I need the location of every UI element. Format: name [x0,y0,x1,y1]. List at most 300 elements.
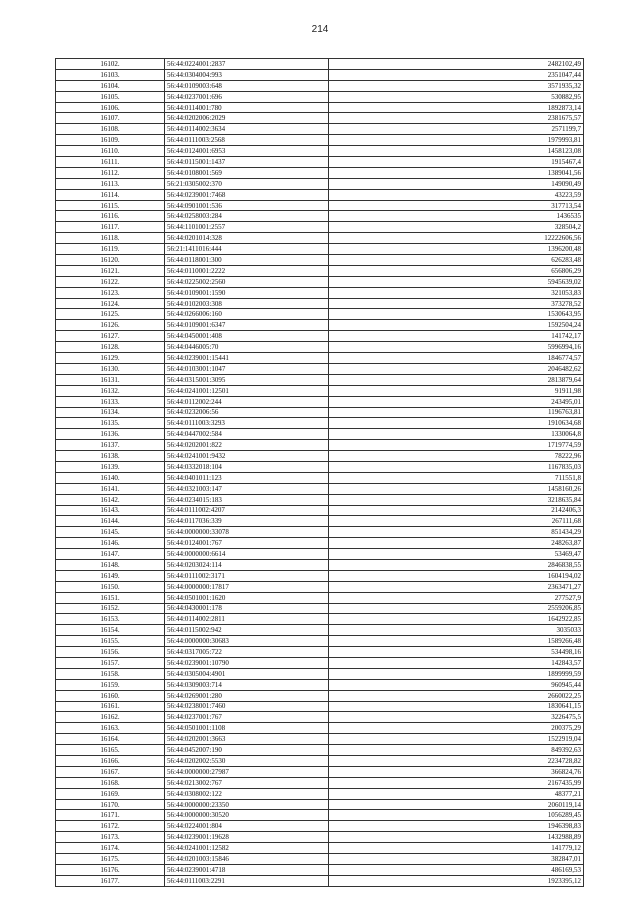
cadastral-value-cell: 373278,52 [329,298,584,309]
row-number-cell: 16118. [56,233,165,244]
row-number-cell: 16116. [56,211,165,222]
row-number-cell: 16107. [56,113,165,124]
cadastral-number-cell: 56:44:0202001:3663 [165,734,329,745]
cadastral-value-cell: 321053,83 [329,287,584,298]
row-number-cell: 16104. [56,80,165,91]
table-row [56,516,584,527]
row-number-cell: 16111. [56,157,165,168]
cadastral-value-cell: 43223,59 [329,189,584,200]
table-row [56,222,584,233]
cadastral-number-cell: 56:44:0450001:408 [165,331,329,342]
row-number-cell: 16138. [56,451,165,462]
cadastral-value-cell: 5996994,16 [329,342,584,353]
cadastral-value-cell: 2813879,64 [329,374,584,385]
cadastral-value-cell: 486169,53 [329,864,584,875]
table-row [56,843,584,854]
cadastral-value-cell: 1642922,85 [329,614,584,625]
row-number-cell: 16164. [56,734,165,745]
cadastral-number-cell: 56:44:0308002:122 [165,788,329,799]
cadastral-value-cell: 1530643,95 [329,309,584,320]
cadastral-number-cell: 56:44:0115001:1437 [165,157,329,168]
cadastral-number-cell: 56:44:0225002:2560 [165,276,329,287]
cadastral-number-cell: 56:44:0000000:30520 [165,810,329,821]
row-number-cell: 16145. [56,527,165,538]
cadastral-number-cell: 56:44:0117036:339 [165,516,329,527]
cadastral-number-cell: 56:44:0258003:284 [165,211,329,222]
cadastral-value-cell: 2167435,99 [329,777,584,788]
cadastral-number-cell: 56:44:0109001:1590 [165,287,329,298]
cadastral-number-cell: 56:44:0000000:17817 [165,581,329,592]
row-number-cell: 16143. [56,505,165,516]
table-row [56,69,584,80]
table-row [56,342,584,353]
row-number-cell: 16125. [56,309,165,320]
cadastral-value-cell: 328504,2 [329,222,584,233]
row-number-cell: 16144. [56,516,165,527]
row-number-cell: 16165. [56,745,165,756]
cadastral-value-cell: 711551,8 [329,472,584,483]
table-row [56,287,584,298]
table-row [56,875,584,886]
row-number-cell: 16170. [56,799,165,810]
cadastral-value-cell: 1892873,14 [329,102,584,113]
table-row [56,690,584,701]
cadastral-value-cell: 2381675,57 [329,113,584,124]
table-row [56,766,584,777]
cadastral-value-table [55,58,584,887]
table-row [56,189,584,200]
cadastral-value-cell: 2046482,62 [329,363,584,374]
cadastral-number-cell: 56:44:0224001:2837 [165,59,329,70]
cadastral-number-cell: 56:44:0269001:280 [165,690,329,701]
cadastral-value-cell: 382847,01 [329,854,584,865]
cadastral-value-cell: 1522919,04 [329,734,584,745]
table-row [56,461,584,472]
table-row [56,788,584,799]
cadastral-number-cell: 56:44:0332018:104 [165,461,329,472]
cadastral-number-cell: 56:44:0309003:714 [165,679,329,690]
table-row [56,832,584,843]
table-row [56,614,584,625]
cadastral-number-cell: 56:44:0237001:696 [165,91,329,102]
table-row [56,200,584,211]
cadastral-value-cell: 91911,98 [329,385,584,396]
table-row [56,440,584,451]
cadastral-number-cell: 56:44:0203024:114 [165,559,329,570]
table-row [56,712,584,723]
table-row [56,538,584,549]
cadastral-number-cell: 56:44:0111002:4207 [165,505,329,516]
page-number: 214 [311,24,329,35]
row-number-cell: 16174. [56,843,165,854]
table-row [56,592,584,603]
cadastral-number-cell: 56:44:0266006:160 [165,309,329,320]
cadastral-number-cell: 56:44:0232006:56 [165,407,329,418]
cadastral-value-cell: 1830641,15 [329,701,584,712]
cadastral-number-cell: 56:44:0241001:12501 [165,385,329,396]
cadastral-value-cell: 1196763,81 [329,407,584,418]
table-row [56,124,584,135]
table-row [56,178,584,189]
row-number-cell: 16154. [56,625,165,636]
cadastral-number-cell: 56:21:0305002:370 [165,178,329,189]
table-row [56,265,584,276]
cadastral-value-cell: 1910634,68 [329,418,584,429]
cadastral-value-cell: 3571935,32 [329,80,584,91]
cadastral-number-cell: 56:44:0111002:3171 [165,570,329,581]
table-row [56,777,584,788]
cadastral-value-cell: 1846774,57 [329,353,584,364]
table-row [56,701,584,712]
cadastral-value-cell: 626283,48 [329,255,584,266]
table-row [56,102,584,113]
row-number-cell: 16124. [56,298,165,309]
cadastral-number-cell: 56:44:0321003:147 [165,483,329,494]
row-number-cell: 16162. [56,712,165,723]
cadastral-value-cell: 2351047,44 [329,69,584,80]
row-number-cell: 16151. [56,592,165,603]
row-number-cell: 16126. [56,320,165,331]
cadastral-number-cell: 56:44:0901001:536 [165,200,329,211]
table-row [56,353,584,364]
row-number-cell: 16136. [56,429,165,440]
row-number-cell: 16175. [56,854,165,865]
row-number-cell: 16160. [56,690,165,701]
cadastral-value-cell: 2234728,82 [329,756,584,767]
cadastral-number-cell: 56:44:0304004:993 [165,69,329,80]
row-number-cell: 16135. [56,418,165,429]
cadastral-value-cell: 2060119,14 [329,799,584,810]
cadastral-value-cell: 5945639,02 [329,276,584,287]
cadastral-value-cell: 277527,9 [329,592,584,603]
table-row [56,255,584,266]
row-number-cell: 16171. [56,810,165,821]
cadastral-value-cell: 248263,87 [329,538,584,549]
cadastral-number-cell: 56:44:0430001:178 [165,603,329,614]
row-number-cell: 16141. [56,483,165,494]
table-row [56,91,584,102]
cadastral-value-cell: 534498,16 [329,647,584,658]
cadastral-number-cell: 56:44:0110001:2222 [165,265,329,276]
cadastral-value-cell: 1719774,59 [329,440,584,451]
table-row [56,472,584,483]
cadastral-value-cell: 1946398,83 [329,821,584,832]
cadastral-number-cell: 56:44:1101001:2557 [165,222,329,233]
cadastral-number-cell: 56:44:0201014:328 [165,233,329,244]
cadastral-number-cell: 56:44:0111003:3293 [165,418,329,429]
cadastral-number-cell: 56:44:0241001:9432 [165,451,329,462]
table-row [56,59,584,70]
table-row [56,418,584,429]
cadastral-number-cell: 56:44:0315001:3095 [165,374,329,385]
table-row [56,80,584,91]
row-number-cell: 16167. [56,766,165,777]
row-number-cell: 16166. [56,756,165,767]
cadastral-value-cell: 78222,96 [329,451,584,462]
table-row [56,331,584,342]
cadastral-number-cell: 56:44:0114001:780 [165,102,329,113]
table-row [56,657,584,668]
cadastral-number-cell: 56:44:0202001:822 [165,440,329,451]
row-number-cell: 16115. [56,200,165,211]
cadastral-number-cell: 56:44:0114002:3634 [165,124,329,135]
table-row [56,494,584,505]
table-row [56,385,584,396]
cadastral-number-cell: 56:44:0239001:7468 [165,189,329,200]
cadastral-number-cell: 56:21:1411016:444 [165,244,329,255]
row-number-cell: 16131. [56,374,165,385]
table-row [56,483,584,494]
cadastral-value-cell: 243495,01 [329,396,584,407]
cadastral-number-cell: 56:44:0446005:70 [165,342,329,353]
row-number-cell: 16103. [56,69,165,80]
cadastral-value-cell: 1389041,56 [329,167,584,178]
table-row [56,396,584,407]
cadastral-value-cell: 1436535 [329,211,584,222]
table-row [56,429,584,440]
cadastral-number-cell: 56:44:0401011:123 [165,472,329,483]
table-row [56,146,584,157]
row-number-cell: 16105. [56,91,165,102]
table-row [56,244,584,255]
row-number-cell: 16172. [56,821,165,832]
cadastral-value-cell: 1458123,08 [329,146,584,157]
table-row [56,756,584,767]
cadastral-value-cell: 2571199,7 [329,124,584,135]
table-row [56,679,584,690]
cadastral-number-cell: 56:44:0103001:1047 [165,363,329,374]
cadastral-value-cell: 2363471,27 [329,581,584,592]
cadastral-value-cell: 267111,68 [329,516,584,527]
cadastral-number-cell: 56:44:0111003:2291 [165,875,329,886]
cadastral-value-cell: 1915467,4 [329,157,584,168]
table-row [56,135,584,146]
cadastral-number-cell: 56:44:0111003:2568 [165,135,329,146]
cadastral-value-cell: 366824,76 [329,766,584,777]
row-number-cell: 16173. [56,832,165,843]
row-number-cell: 16119. [56,244,165,255]
table-row [56,211,584,222]
cadastral-value-cell: 3226475,5 [329,712,584,723]
table-row [56,298,584,309]
cadastral-number-cell: 56:44:0124001:767 [165,538,329,549]
table-row [56,745,584,756]
row-number-cell: 16133. [56,396,165,407]
row-number-cell: 16177. [56,875,165,886]
cadastral-number-cell: 56:44:0115002:942 [165,625,329,636]
row-number-cell: 16152. [56,603,165,614]
cadastral-value-cell: 141779,12 [329,843,584,854]
row-number-cell: 16139. [56,461,165,472]
table-row [56,320,584,331]
cadastral-value-cell: 48377,21 [329,788,584,799]
cadastral-value-cell: 200375,29 [329,723,584,734]
table-row [56,603,584,614]
row-number-cell: 16168. [56,777,165,788]
cadastral-value-cell: 1592504,24 [329,320,584,331]
cadastral-number-cell: 56:44:0239001:4718 [165,864,329,875]
cadastral-number-cell: 56:44:0241001:12582 [165,843,329,854]
cadastral-value-cell: 1604194,02 [329,570,584,581]
row-number-cell: 16163. [56,723,165,734]
cadastral-number-cell: 56:44:0447002:584 [165,429,329,440]
row-number-cell: 16153. [56,614,165,625]
cadastral-number-cell: 56:44:0213002:767 [165,777,329,788]
cadastral-number-cell: 56:44:0239001:10790 [165,657,329,668]
table-row [56,407,584,418]
table-row [56,167,584,178]
cadastral-value-cell: 849392,63 [329,745,584,756]
row-number-cell: 16148. [56,559,165,570]
table-row [56,734,584,745]
row-number-cell: 16157. [56,657,165,668]
row-number-cell: 16120. [56,255,165,266]
cadastral-value-cell: 530882,95 [329,91,584,102]
cadastral-value-cell: 1589266,48 [329,636,584,647]
cadastral-number-cell: 56:44:0501001:1108 [165,723,329,734]
row-number-cell: 16110. [56,146,165,157]
row-number-cell: 16121. [56,265,165,276]
row-number-cell: 16127. [56,331,165,342]
row-number-cell: 16158. [56,668,165,679]
cadastral-value-cell: 1899999,59 [329,668,584,679]
table-row [56,668,584,679]
cadastral-number-cell: 56:44:0000000:6614 [165,549,329,560]
table-row [56,363,584,374]
cadastral-number-cell: 56:44:0501001:1620 [165,592,329,603]
cadastral-number-cell: 56:44:0108001:569 [165,167,329,178]
table-row [56,854,584,865]
cadastral-value-cell: 2142406,3 [329,505,584,516]
row-number-cell: 16114. [56,189,165,200]
cadastral-number-cell: 56:44:0000000:23350 [165,799,329,810]
cadastral-number-cell: 56:44:0000000:33078 [165,527,329,538]
table-row [56,374,584,385]
table-row [56,581,584,592]
cadastral-value-cell: 851434,29 [329,527,584,538]
cadastral-value-cell: 1167835,03 [329,461,584,472]
cadastral-value-cell: 960945,44 [329,679,584,690]
cadastral-number-cell: 56:44:0317005:722 [165,647,329,658]
row-number-cell: 16113. [56,178,165,189]
row-number-cell: 16130. [56,363,165,374]
cadastral-value-cell: 12222606,56 [329,233,584,244]
cadastral-number-cell: 56:44:0109003:648 [165,80,329,91]
row-number-cell: 16123. [56,287,165,298]
table-row [56,723,584,734]
table-row [56,647,584,658]
cadastral-number-cell: 56:44:0000000:27987 [165,766,329,777]
row-number-cell: 16108. [56,124,165,135]
cadastral-number-cell: 56:44:0224001:804 [165,821,329,832]
table-row [56,821,584,832]
row-number-cell: 16106. [56,102,165,113]
cadastral-value-cell: 1979993,81 [329,135,584,146]
row-number-cell: 16169. [56,788,165,799]
row-number-cell: 16128. [56,342,165,353]
row-number-cell: 16147. [56,549,165,560]
row-number-cell: 16122. [56,276,165,287]
cadastral-value-cell: 2482102,49 [329,59,584,70]
table-row [56,559,584,570]
cadastral-number-cell: 56:44:0239001:19628 [165,832,329,843]
table-row [56,505,584,516]
cadastral-number-cell: 56:44:0202006:2029 [165,113,329,124]
table-row [56,636,584,647]
table-row [56,799,584,810]
cadastral-value-cell: 1056289,45 [329,810,584,821]
table-row [56,549,584,560]
row-number-cell: 16159. [56,679,165,690]
row-number-cell: 16161. [56,701,165,712]
cadastral-value-cell: 2660022,25 [329,690,584,701]
row-number-cell: 16156. [56,647,165,658]
cadastral-value-cell: 53469,47 [329,549,584,560]
row-number-cell: 16149. [56,570,165,581]
row-number-cell: 16112. [56,167,165,178]
cadastral-number-cell: 56:44:0237001:767 [165,712,329,723]
cadastral-number-cell: 56:44:0112002:244 [165,396,329,407]
cadastral-value-cell: 3218635,84 [329,494,584,505]
cadastral-value-cell: 1458160,26 [329,483,584,494]
row-number-cell: 16137. [56,440,165,451]
table-row [56,625,584,636]
cadastral-value-cell: 1330064,8 [329,429,584,440]
table-row [56,233,584,244]
row-number-cell: 16134. [56,407,165,418]
cadastral-value-cell: 1396200,48 [329,244,584,255]
row-number-cell: 16150. [56,581,165,592]
cadastral-number-cell: 56:44:0109001:6347 [165,320,329,331]
row-number-cell: 16140. [56,472,165,483]
row-number-cell: 16109. [56,135,165,146]
cadastral-number-cell: 56:44:0234015:183 [165,494,329,505]
row-number-cell: 16132. [56,385,165,396]
cadastral-value-cell: 1923395,12 [329,875,584,886]
table-row [56,157,584,168]
table-row [56,864,584,875]
table-row [56,570,584,581]
cadastral-number-cell: 56:44:0114002:2811 [165,614,329,625]
cadastral-value-cell: 2559206,85 [329,603,584,614]
table-row [56,113,584,124]
cadastral-value-cell: 141742,17 [329,331,584,342]
table-row [56,810,584,821]
row-number-cell: 16102. [56,59,165,70]
table-body [56,59,584,887]
cadastral-number-cell: 56:44:0239001:15441 [165,353,329,364]
table-row [56,527,584,538]
cadastral-number-cell: 56:44:0000000:30683 [165,636,329,647]
cadastral-number-cell: 56:44:0238001:7460 [165,701,329,712]
cadastral-number-cell: 56:44:0202002:5530 [165,756,329,767]
cadastral-value-cell: 2846838,55 [329,559,584,570]
table-row [56,451,584,462]
cadastral-value-cell: 656806,29 [329,265,584,276]
cadastral-value-cell: 3035033 [329,625,584,636]
cadastral-value-cell: 317713,54 [329,200,584,211]
row-number-cell: 16155. [56,636,165,647]
cadastral-value-cell: 149090,49 [329,178,584,189]
row-number-cell: 16129. [56,353,165,364]
cadastral-number-cell: 56:44:0124001:6953 [165,146,329,157]
cadastral-number-cell: 56:44:0305004:4901 [165,668,329,679]
cadastral-number-cell: 56:44:0201003:15846 [165,854,329,865]
table-row [56,309,584,320]
row-number-cell: 16146. [56,538,165,549]
cadastral-number-cell: 56:44:0452007:190 [165,745,329,756]
row-number-cell: 16142. [56,494,165,505]
